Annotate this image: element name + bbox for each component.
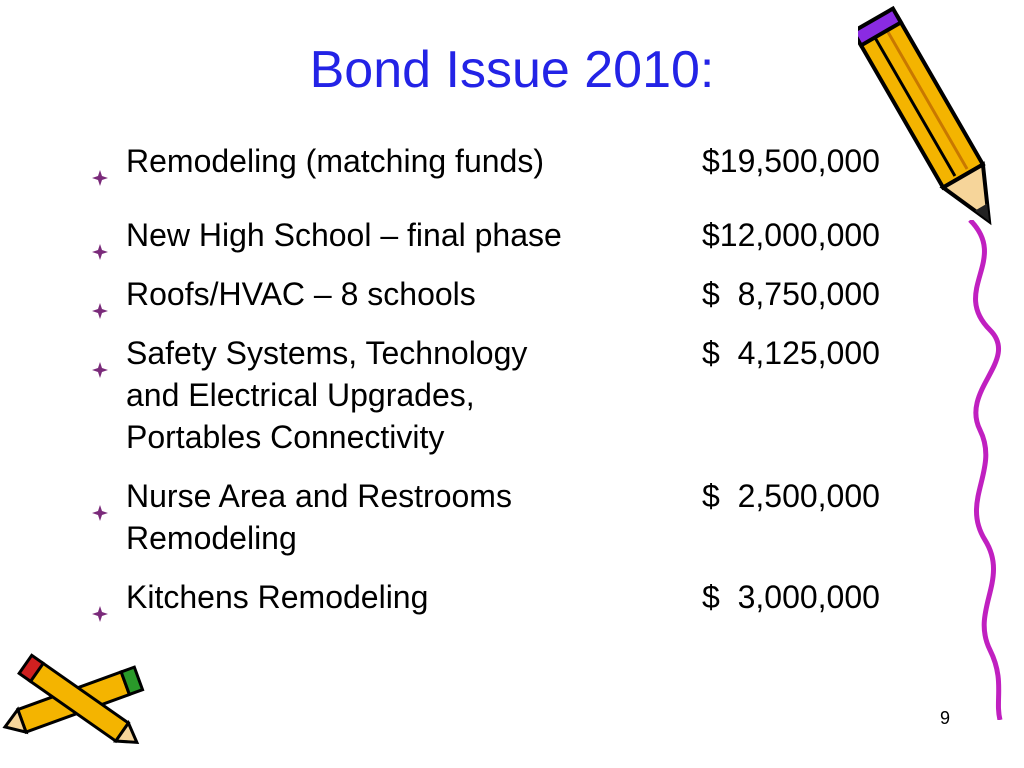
item-label-line: New High School – final phase: [126, 217, 562, 253]
item-amount: $ 3,000,000: [702, 579, 880, 615]
diamond-bullet-icon: [92, 576, 126, 610]
diamond-bullet-icon: [92, 273, 126, 307]
list-item: [92, 273, 952, 315]
item-label-line: Kitchens Remodeling: [126, 579, 429, 615]
slide-title: Bond Issue 2010:: [309, 41, 715, 99]
item-label-line: Remodeling: [126, 520, 297, 556]
item-label: [126, 576, 702, 618]
diamond-bullet-icon: [92, 475, 126, 509]
item-label: [126, 273, 702, 315]
item-label-line: Remodeling (matching funds): [126, 143, 544, 179]
item-amount: $ 8,750,000: [702, 276, 880, 312]
bond-items-list: [92, 140, 952, 618]
item-label: [126, 140, 702, 182]
diamond-bullet-icon: [92, 214, 126, 248]
pencil-icon: [858, 4, 1008, 244]
item-label: [126, 332, 702, 458]
diamond-bullet-icon: [92, 332, 126, 366]
item-amount: $ 4,125,000: [702, 335, 880, 371]
list-item: [92, 332, 952, 458]
item-label-line: and Electrical Upgrades,: [126, 377, 475, 413]
item-label-line: Safety Systems, Technology: [126, 335, 528, 371]
item-label-line: Roofs/HVAC – 8 schools: [126, 276, 476, 312]
list-item: [92, 475, 952, 559]
page-number: 9: [940, 708, 951, 728]
item-label-line: Portables Connectivity: [126, 419, 445, 455]
squiggle-line: [950, 220, 1024, 720]
item-amount: $ 2,500,000: [702, 478, 880, 514]
crossed-pencils-icon: [0, 650, 160, 760]
list-item: [92, 214, 952, 256]
item-label-line: Nurse Area and Restrooms: [126, 478, 512, 514]
item-label: [126, 214, 702, 256]
list-item: [92, 140, 952, 182]
list-item: [92, 576, 952, 618]
item-amount: $12,000,000: [702, 217, 880, 253]
item-label: [126, 475, 702, 559]
diamond-bullet-icon: [92, 140, 126, 174]
item-amount: $19,500,000: [702, 143, 880, 179]
